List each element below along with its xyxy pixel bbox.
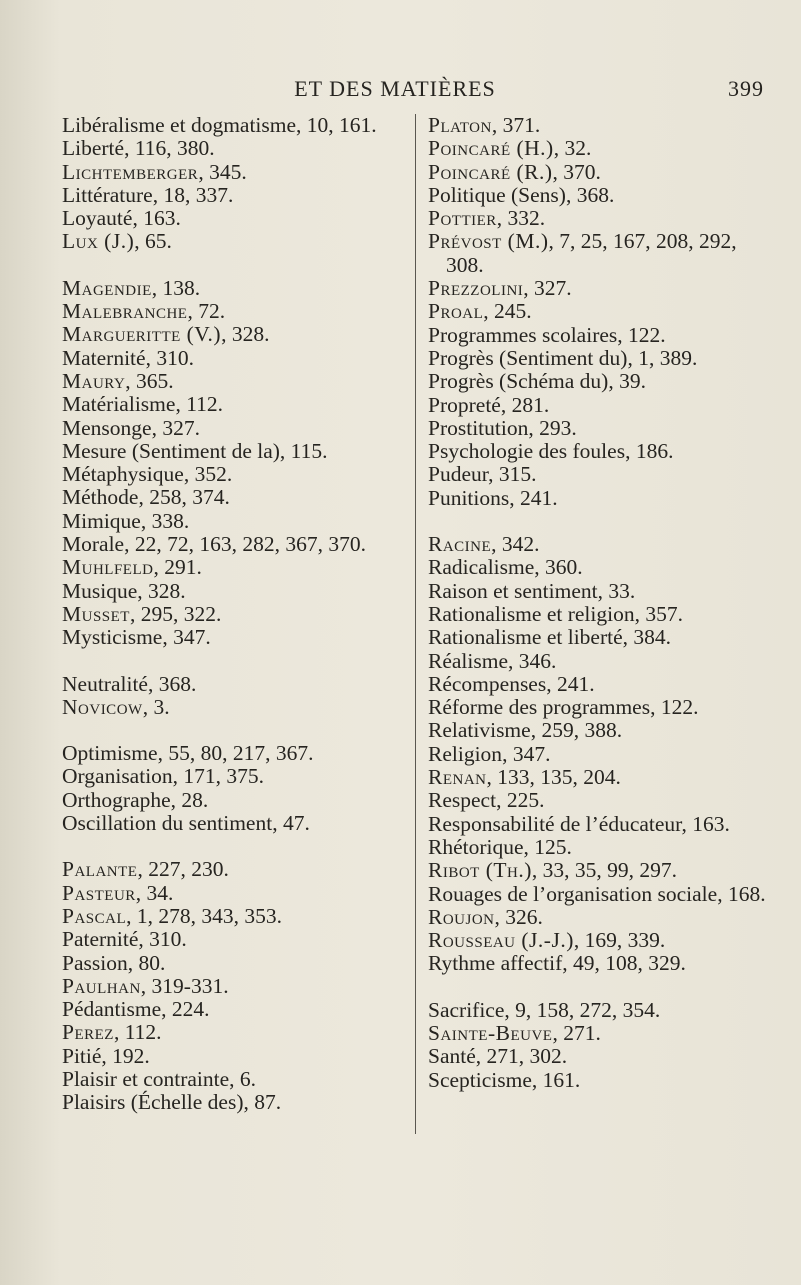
entry-term: Maury <box>62 368 126 393</box>
entry-term: Pascal <box>62 903 127 928</box>
entry-pages: , 55, 80, 217, 367. <box>157 741 314 766</box>
index-entry <box>62 277 410 300</box>
index-entry <box>62 626 410 649</box>
index-entry <box>62 556 410 579</box>
entry-pages: , 32. <box>553 136 592 161</box>
entry-pages: , 225. <box>496 788 545 813</box>
entry-pages: , 39. <box>608 369 646 394</box>
entry-pages: , 33. <box>597 578 636 603</box>
entry-term: Rationalisme et religion <box>428 601 635 626</box>
entry-pages: , 328. <box>221 322 270 347</box>
entry-term: Relativisme <box>428 718 531 743</box>
entry-pages: , 345. <box>198 159 247 184</box>
section-gap <box>428 976 773 999</box>
entry-pages: , 72. <box>187 299 226 324</box>
index-entry <box>62 230 410 253</box>
index-entry <box>62 858 410 881</box>
entry-term: Mesure (Sentiment de la) <box>62 438 280 463</box>
entry-term: Pottier <box>428 206 497 231</box>
entry-pages: , 1, 278, 343, 353. <box>126 903 283 928</box>
index-entry <box>428 487 773 510</box>
entry-pages: , 87. <box>243 1090 282 1115</box>
entry-term: Plaisirs (Échelle des) <box>62 1090 244 1115</box>
entry-pages: , 319-331. <box>140 973 229 998</box>
entry-term: Libéralisme et dogmatisme <box>62 113 297 137</box>
index-entry <box>62 533 410 556</box>
entry-term: Religion <box>428 741 503 766</box>
entry-pages: , 342. <box>491 532 540 557</box>
section-gap <box>62 650 410 673</box>
entry-pages: , 125. <box>523 834 572 859</box>
entry-pages: , 295, 322. <box>129 601 222 626</box>
index-entry <box>428 230 773 277</box>
index-entry <box>428 883 773 906</box>
entry-term: Sainte-Beuve <box>428 1020 553 1045</box>
entry-pages: , 245. <box>483 299 532 324</box>
entry-pages: , 1, 389. <box>627 345 698 370</box>
index-entry <box>428 1069 773 1092</box>
index-entry <box>428 836 773 859</box>
entry-term: Oscillation du sentiment <box>62 811 273 836</box>
index-entry <box>62 812 410 835</box>
index-entry <box>428 114 773 137</box>
index-entry <box>62 463 410 486</box>
index-entry <box>428 929 773 952</box>
entry-pages: , 115. <box>279 438 328 463</box>
entry-pages: , 281. <box>500 392 550 417</box>
index-entry <box>428 696 773 719</box>
section-gap <box>62 254 410 277</box>
entry-term: Morale <box>62 532 125 557</box>
index-entry <box>62 952 410 975</box>
entry-pages: , 384. <box>622 625 672 650</box>
entry-pages: , 22, 72, 163, 282, 367, 370. <box>124 532 366 557</box>
index-entry <box>428 1022 773 1045</box>
entry-pages: , 112. <box>175 392 224 417</box>
index-entry <box>428 1045 773 1068</box>
index-entry <box>428 556 773 579</box>
entry-pages: , 370. <box>552 159 601 184</box>
index-entry <box>62 347 410 370</box>
entry-pages: , 3. <box>142 694 170 719</box>
index-entry <box>428 277 773 300</box>
running-header <box>0 76 801 106</box>
entry-term: Méthode <box>62 485 139 510</box>
entry-term: Prezzolini <box>428 276 524 301</box>
entry-term: Récompenses <box>428 671 547 696</box>
entry-term: Pédantisme <box>62 997 162 1022</box>
entry-pages: , 192. <box>101 1043 150 1068</box>
index-entry <box>62 137 410 160</box>
entry-pages: , 368. <box>565 182 615 207</box>
entry-pages: , 224. <box>161 997 210 1022</box>
entry-pages: , 133, 135, 204. <box>486 765 621 790</box>
entry-term: Mysticisme <box>62 625 163 650</box>
entry-term: Paternité <box>62 927 139 952</box>
entry-term: Progrès (Schéma du) <box>428 369 609 394</box>
index-entry <box>62 742 410 765</box>
column-divider <box>415 114 416 1134</box>
entry-pages: , 352. <box>183 462 233 487</box>
entry-term: Margueritte (V.) <box>62 322 222 347</box>
index-entry <box>62 975 410 998</box>
entry-pages: , 315. <box>488 462 537 487</box>
entry-pages: , 328. <box>137 578 186 603</box>
index-entry <box>428 207 773 230</box>
index-entry <box>428 766 773 789</box>
entry-pages: , 332. <box>496 206 546 231</box>
entry-pages: , 168. <box>717 881 766 906</box>
entry-term: Optimisme <box>62 741 158 766</box>
entry-pages: , 357. <box>634 601 683 626</box>
entry-term: Politique (Sens) <box>428 182 566 207</box>
index-column-right <box>428 114 773 1092</box>
entry-term: Mensonge <box>62 415 152 440</box>
entry-pages: , 33, 35, 99, 297. <box>531 858 677 883</box>
entry-term: Littérature <box>62 182 153 207</box>
entry-pages: , 34. <box>135 880 174 905</box>
entry-term: Poincaré (R.) <box>428 159 553 184</box>
entry-pages: , 368. <box>147 671 197 696</box>
section-gap <box>62 719 410 742</box>
entry-term: Métaphysique <box>62 462 184 487</box>
entry-pages: , 347. <box>162 625 211 650</box>
entry-term: Maternité <box>62 345 146 370</box>
entry-term: Prévost (M.) <box>428 229 549 254</box>
index-entry <box>428 300 773 323</box>
entry-term: Muhlfeld <box>62 555 154 580</box>
entry-pages: , 271. <box>552 1020 601 1045</box>
entry-pages: , 169, 339. <box>573 928 666 953</box>
index-entry <box>62 673 410 696</box>
index-entry <box>428 650 773 673</box>
index-entry <box>62 207 410 230</box>
entry-term: Renan <box>428 765 487 790</box>
entry-pages: , 293. <box>528 415 577 440</box>
entry-pages: , 122. <box>650 695 699 720</box>
entry-term: Punitions <box>428 485 510 510</box>
entry-pages: , 80. <box>127 950 166 975</box>
entry-pages: , 6. <box>229 1066 257 1091</box>
index-entry <box>62 789 410 812</box>
index-entry <box>62 905 410 928</box>
entry-term: Proal <box>428 299 484 324</box>
index-entry <box>428 184 773 207</box>
entry-term: Neutralité <box>62 671 148 696</box>
entry-pages: , 258, 374. <box>138 485 230 510</box>
entry-pages: , 310. <box>138 927 187 952</box>
entry-term: Poincaré (H.) <box>428 136 554 161</box>
entry-term: Perez <box>62 1020 114 1045</box>
entry-term: Passion <box>62 950 128 975</box>
index-entry <box>428 813 773 836</box>
index-entry <box>62 1068 410 1091</box>
entry-pages: , 116, 380. <box>124 136 215 161</box>
entry-term: Plaisir et contrainte <box>62 1066 230 1091</box>
entry-pages: , 241. <box>546 671 595 696</box>
index-entry <box>428 906 773 929</box>
entry-term: Liberté <box>62 136 125 161</box>
entry-pages: , 186. <box>625 439 674 464</box>
index-entry <box>62 323 410 346</box>
index-column-left <box>62 114 410 1115</box>
entry-pages: , 163. <box>681 811 730 836</box>
entry-term: Paulhan <box>62 973 141 998</box>
entry-term: Magendie <box>62 275 152 300</box>
index-entry <box>62 1045 410 1068</box>
entry-pages: , 112. <box>113 1020 162 1045</box>
index-entry <box>428 789 773 812</box>
entry-term: Orthographe <box>62 787 171 812</box>
index-entry <box>62 486 410 509</box>
entry-pages: , 171, 375. <box>172 764 265 789</box>
entry-pages: , 10, 161. <box>296 113 377 137</box>
index-entry <box>62 440 410 463</box>
entry-term: Racine <box>428 532 492 557</box>
index-entry <box>428 743 773 766</box>
index-entry <box>62 184 410 207</box>
index-entry <box>428 417 773 440</box>
index-entry <box>62 765 410 788</box>
entry-pages: , 271, 302. <box>475 1044 568 1069</box>
entry-pages: , 327. <box>523 276 572 301</box>
index-entry <box>428 463 773 486</box>
entry-pages: , 138. <box>151 275 201 300</box>
running-title: ET DES MATIÈRES <box>294 76 496 101</box>
entry-term: Rhétorique <box>428 834 524 859</box>
index-entry <box>428 394 773 417</box>
entry-pages: , 327. <box>151 415 200 440</box>
entry-pages: , 346. <box>508 648 557 673</box>
entry-pages: , 122. <box>617 322 666 347</box>
entry-term: Rationalisme et liberté <box>428 625 623 650</box>
entry-pages: , 347. <box>502 741 551 766</box>
entry-pages: , 365. <box>125 368 174 393</box>
entry-term: Mimique <box>62 508 141 533</box>
index-entry <box>62 696 410 719</box>
index-entry <box>428 626 773 649</box>
index-entry <box>62 882 410 905</box>
index-entry <box>428 347 773 370</box>
entry-term: Matérialisme <box>62 392 176 417</box>
entry-pages: , 360. <box>534 555 583 580</box>
entry-term: Musique <box>62 578 138 603</box>
index-entry <box>428 603 773 626</box>
index-entry <box>428 580 773 603</box>
entry-term: Rouages de l’organisation sociale <box>428 881 718 906</box>
index-entry <box>62 114 410 137</box>
entry-term: Raison et sentiment <box>428 578 598 603</box>
entry-term: Lux (J.) <box>62 229 135 254</box>
index-entry <box>62 510 410 533</box>
entry-pages: , 28. <box>170 787 209 812</box>
entry-pages: , 65. <box>134 229 172 254</box>
index-entry <box>62 161 410 184</box>
section-gap <box>62 835 410 858</box>
entry-term: Propreté <box>428 392 501 417</box>
index-entry <box>428 161 773 184</box>
index-entry <box>62 998 410 1021</box>
entry-term: Psychologie des foules <box>428 439 626 464</box>
index-entry <box>62 603 410 626</box>
entry-term: Lichtemberger <box>62 159 199 184</box>
index-entry <box>62 928 410 951</box>
entry-term: Roujon <box>428 904 495 929</box>
entry-pages: , 326. <box>494 904 543 929</box>
entry-term: Réforme des programmes <box>428 695 651 720</box>
entry-term: Rythme affectif <box>428 951 563 976</box>
entry-term: Sacrifice <box>428 997 505 1022</box>
index-entry <box>62 1091 410 1114</box>
entry-term: Pudeur <box>428 462 489 487</box>
index-entry <box>428 440 773 463</box>
index-entry <box>62 370 410 393</box>
index-entry <box>62 417 410 440</box>
index-entry <box>428 370 773 393</box>
entry-term: Organisation <box>62 764 173 789</box>
entry-pages: , 227, 230. <box>137 857 229 882</box>
index-entry <box>428 719 773 742</box>
entry-term: Prostitution <box>428 415 529 440</box>
entry-term: Pasteur <box>62 880 136 905</box>
entry-pages: , 163. <box>132 206 181 231</box>
entry-term: Radicalisme <box>428 555 535 580</box>
entry-term: Santé <box>428 1044 476 1069</box>
entry-term: Novicow <box>62 694 143 719</box>
index-entry <box>62 300 410 323</box>
section-gap <box>428 510 773 533</box>
entry-term: Pitié <box>62 1043 102 1068</box>
entry-pages: , 291. <box>153 555 202 580</box>
entry-pages: , 47. <box>272 811 310 836</box>
entry-term: Loyauté <box>62 206 133 231</box>
entry-pages: , 310. <box>145 345 194 370</box>
index-entry <box>62 1021 410 1044</box>
index-entry <box>428 324 773 347</box>
index-entry <box>428 859 773 882</box>
entry-term: Musset <box>62 601 130 626</box>
entry-term: Ribot (Th.) <box>428 858 532 883</box>
entry-pages: , 7, 25, 167, 208, 292, 308. <box>446 229 737 277</box>
entry-term: Scepticisme <box>428 1067 532 1092</box>
index-entry <box>62 393 410 416</box>
index-entry <box>428 673 773 696</box>
index-entry <box>428 999 773 1022</box>
entry-pages: , 161. <box>531 1067 581 1092</box>
index-entry <box>62 580 410 603</box>
entry-term: Respect <box>428 788 497 813</box>
entry-pages: , 241. <box>509 485 558 510</box>
entry-term: Malebranche <box>62 299 188 324</box>
entry-pages: , 18, 337. <box>152 182 234 207</box>
entry-pages: , 259, 388. <box>530 718 623 743</box>
entry-pages: , 371. <box>491 113 541 137</box>
index-entry <box>428 137 773 160</box>
page-number: 399 <box>728 76 764 101</box>
index-entry <box>428 952 773 975</box>
index-entry <box>428 533 773 556</box>
entry-term: Platon <box>428 113 492 137</box>
entry-term: Programmes scolaires <box>428 322 618 347</box>
entry-pages: , 338. <box>140 508 190 533</box>
entry-term: Rousseau (J.-J.) <box>428 928 574 953</box>
entry-term: Responsabilité de l’éducateur <box>428 811 682 836</box>
entry-term: Réalisme <box>428 648 509 673</box>
entry-term: Progrès (Sentiment du) <box>428 345 628 370</box>
entry-term: Palante <box>62 857 138 882</box>
entry-pages: , 9, 158, 272, 354. <box>504 997 661 1022</box>
entry-pages: , 49, 108, 329. <box>562 951 686 976</box>
